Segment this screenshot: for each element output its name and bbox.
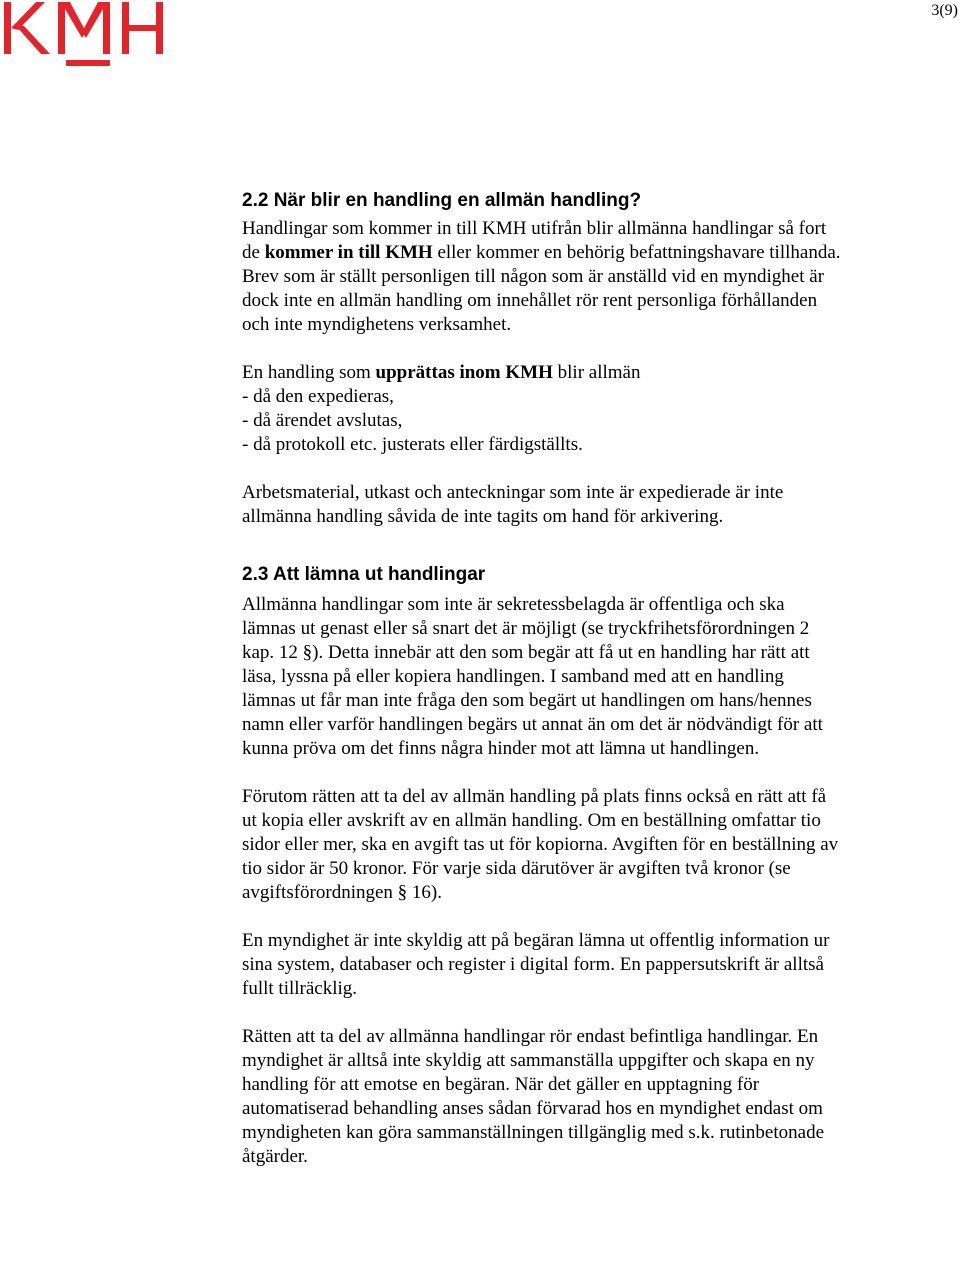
section-heading: 2.3 Att lämna ut handlingar — [242, 564, 486, 585]
list-item: - då den expedieras, — [242, 386, 394, 407]
document-body — [242, 189, 842, 1169]
paragraph: Rätten att ta del av allmänna handlingar rör endast befintliga handlingar. En myndighet är alltså inte skyldig att sammanställa uppgifter och skapa en ny handling för att emotse en begäran. När det gäller en upptagning för automatiserad behandling anses sådan förvarad hos en myndighet endast om myndigheten kan göra sammanställningen tillgänglig med s.k. rutinbetonade åtgärder. — [242, 1026, 825, 1167]
paragraph: Arbetsmaterial, utkast och anteckningar som inte är expedierade är inte allmänna handling såvida de inte tagits om hand för arkivering. — [242, 482, 784, 527]
paragraph: En myndighet är inte skyldig att på begäran lämna ut offentlig information ur sina system, databaser och register i digital form. En pappersutskrift är alltså fullt tillräcklig. — [242, 930, 830, 999]
list-item: - då protokoll etc. justerats eller färdigställts. — [242, 434, 583, 455]
paragraph: En handling som upprättas inom KMH blir allmän — [242, 362, 641, 383]
list-item: - då ärendet avslutas, — [242, 410, 403, 431]
page-number: 3(9) — [931, 2, 958, 19]
section-heading: 2.2 När blir en handling en allmän handling? — [242, 190, 642, 211]
paragraph: Handlingar som kommer in till KMH utifrån blir allmänna handlingar så fort de kommer in till KMH eller kommer en behörig befattningshavare tillhanda. Brev som är ställt personligen till någon som är anställd vid en myndighet är dock inte en allmän handling om innehållet rör rent personliga förhållanden och inte myndighetens verksamhet. — [242, 218, 841, 335]
kmh-logo — [4, 2, 166, 66]
paragraph: Allmänna handlingar som inte är sekretessbelagda är offentliga och ska lämnas ut genast eller så snart det är möjligt (se tryckfrihetsförordningen 2 kap. 12 §). Detta innebär att den som begär att få ut en handling har rätt att läsa, lyssna på eller kopiera handlingen. I samband med att en handling lämnas ut får man inte fråga den som begärt ut handlingen om hans/hennes namn eller varför handlingen begärs ut annat än om det är nödvändigt för att kunna pröva om det finns några hinder mot att lämna ut handlingen. — [242, 594, 823, 759]
paragraph: Förutom rätten att ta del av allmän handling på plats finns också en rätt att få ut kopia eller avskrift av en allmän handling. Om en beställning omfattar tio sidor eller mer, ska en avgift tas ut för kopiorna. Avgiften för en beställning av tio sidor är 50 kronor. För varje sida därutöver är avgiften två kronor (se avgiftsförordningen § 16). — [242, 786, 839, 903]
